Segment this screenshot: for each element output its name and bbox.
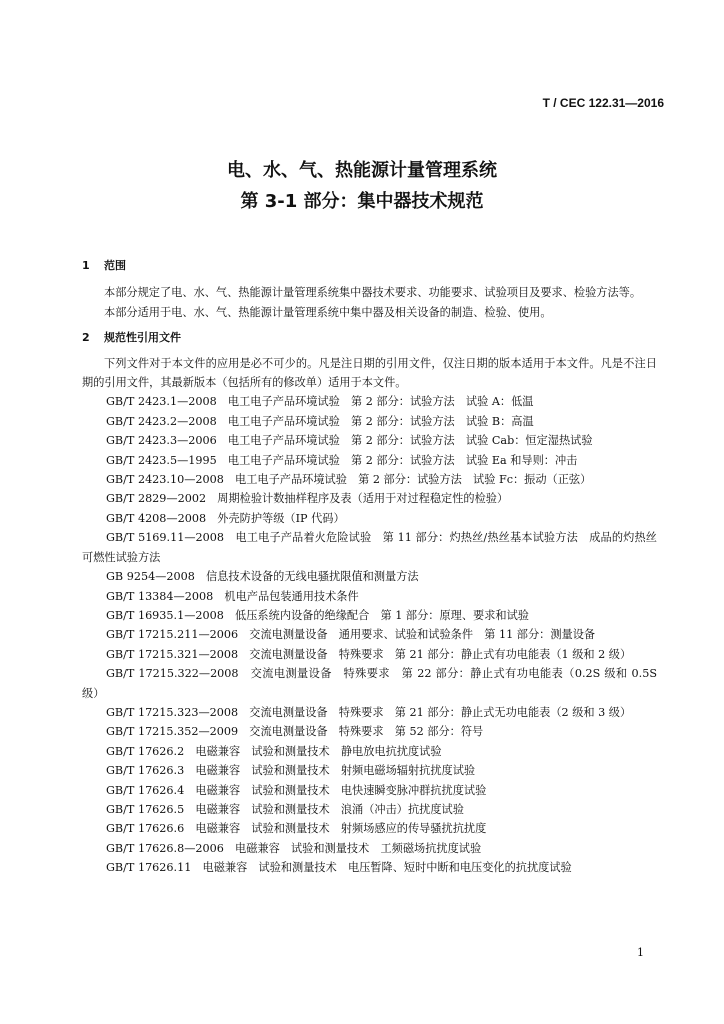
document-body <box>82 256 657 878</box>
reference-item: GB/T 17626.5 电磁兼容 试验和测量技术 浪涌（冲击）抗扰度试验 <box>106 802 464 816</box>
reference-item: GB/T 17215.211—2006 交流电测量设备 通用要求、试验和试验条件 第 11 部分：测量设备 <box>106 628 596 642</box>
reference-item: GB/T 17215.323—2008 交流电测量设备 特殊要求 第 21 部分：静止式无功电能表（2 级和 3 级） <box>106 705 632 719</box>
reference-item: GB/T 2423.2—2008 电工电子产品环境试验 第 2 部分：试验方法 试验 B：高温 <box>106 414 534 428</box>
reference-item: GB/T 17215.352—2009 交流电测量设备 特殊要求 第 52 部分：符号 <box>106 725 484 739</box>
reference-item: GB/T 2423.5—1995 电工电子产品环境试验 第 2 部分：试验方法 试验 Ea 和导则：冲击 <box>106 453 578 467</box>
paragraph: 本部分适用于电、水、气、热能源计量管理系统中集中器及相关设备的制造、检验、使用。 <box>104 305 552 319</box>
standard-number: T / CEC 122.31—2016 <box>542 96 664 110</box>
document-title: 电、水、气、热能源计量管理系统 <box>227 160 497 181</box>
reference-item: GB/T 2423.1—2008 电工电子产品环境试验 第 2 部分：试验方法 试验 A：低温 <box>106 395 534 409</box>
reference-item: GB/T 5169.11—2008 电工电子产品着火危险试验 第 11 部分：灼热丝/热丝基本试验方法 成品的灼热丝可燃性试验方法 <box>82 531 657 564</box>
section-number: 2 <box>82 331 90 345</box>
reference-item: GB/T 2829—2002 周期检验计数抽样程序及表（适用于对过程稳定性的检验） <box>106 492 509 506</box>
reference-item: GB 9254—2008 信息技术设备的无线电骚扰限值和测量方法 <box>106 570 419 584</box>
paragraph: 本部分规定了电、水、气、热能源计量管理系统集中器技术要求、功能要求、试验项目及要求、检验方法等。 <box>104 286 642 300</box>
reference-item: GB/T 16935.1—2008 低压系统内设备的绝缘配合 第 1 部分：原理、要求和试验 <box>106 608 529 622</box>
reference-item: GB/T 13384—2008 机电产品包装通用技术条件 <box>106 589 359 603</box>
reference-item: GB/T 17626.3 电磁兼容 试验和测量技术 射频电磁场辐射抗扰度试验 <box>106 764 476 778</box>
reference-item: GB/T 17626.4 电磁兼容 试验和测量技术 电快速瞬变脉冲群抗扰度试验 <box>106 783 487 797</box>
reference-item: GB/T 4208—2008 外壳防护等级（IP 代码） <box>106 511 345 525</box>
reference-item: GB/T 17626.8—2006 电磁兼容 试验和测量技术 工频磁场抗扰度试验 <box>106 841 482 855</box>
reference-item: GB/T 17626.2 电磁兼容 试验和测量技术 静电放电抗扰度试验 <box>106 744 442 758</box>
reference-item: GB/T 17215.321—2008 交流电测量设备 特殊要求 第 21 部分：静止式有功电能表（1 级和 2 级） <box>106 647 632 661</box>
section-heading-scope <box>82 256 657 275</box>
reference-item: GB/T 2423.3—2006 电工电子产品环境试验 第 2 部分：试验方法 试验 Cab：恒定湿热试验 <box>106 434 593 448</box>
reference-item: GB/T 17215.322—2008 交流电测量设备 特殊要求 第 22 部分：静止式有功电能表（0.2S 级和 0.5S 级） <box>82 667 657 700</box>
reference-item: GB/T 2423.10—2008 电工电子产品环境试验 第 2 部分：试验方法 试验 Fc：振动（正弦） <box>106 473 592 487</box>
section-heading-references <box>82 328 657 347</box>
reference-item: GB/T 17626.6 电磁兼容 试验和测量技术 射频场感应的传导骚扰抗扰度 <box>106 822 487 836</box>
paragraph: 下列文件对于本文件的应用是必不可少的。凡是注日期的引用文件，仅注日期的版本适用于本文件。凡是不注日期的引用文件，其最新版本（包括所有的修改单）适用于本文件。 <box>82 356 657 390</box>
document-subtitle: 第 3-1 部分：集中器技术规范 <box>240 191 484 212</box>
page-number: 1 <box>637 946 644 959</box>
reference-item: GB/T 17626.11 电磁兼容 试验和测量技术 电压暂降、短时中断和电压变化的抗扰度试验 <box>106 861 572 875</box>
section-number: 1 <box>82 259 90 272</box>
section-title: 规范性引用文件 <box>104 331 181 345</box>
section-title: 范围 <box>104 259 126 272</box>
